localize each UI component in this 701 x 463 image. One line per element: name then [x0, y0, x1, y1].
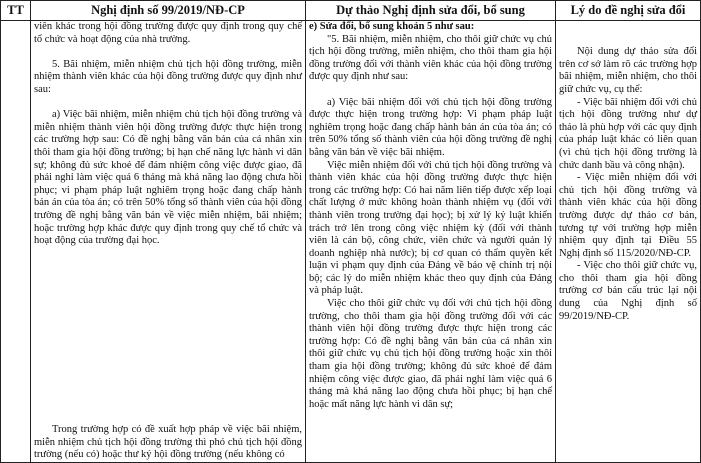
- header-reason: Lý do đề nghị sửa đổi: [556, 1, 701, 21]
- current-decree-cell: [31, 21, 306, 463]
- reason-cell: [556, 21, 701, 463]
- draft-decree-cell: [306, 21, 556, 463]
- draft-text-para-1: "5. Bãi nhiệm, miễn nhiệm, cho thôi giữ chức vụ chủ tịch hội đồng trường, miễn nhiệm, cho thôi tham gia hội đồng trường đối với thành viên khác của hội đồng trường được quy định như sau:: [309, 33, 552, 83]
- current-text-para-3: Trong trường hợp có đề xuất hợp pháp về việc bãi nhiệm, miễn nhiệm chủ tịch hội đồng trường thì phó chủ tịch hội đồng trường (nếu có) hoặc thư ký hội đồng trường (nếu không có: [34, 424, 302, 461]
- header-draft-decree: Dự thảo Nghị định sửa đổi, bổ sung: [306, 1, 556, 21]
- draft-section-heading: e) Sửa đổi, bổ sung khoản 5 như sau:: [309, 21, 475, 32]
- current-text-para-2: a) Việc bãi nhiệm, miễn nhiệm chủ tịch hội đồng trường và miễn nhiệm thành viên hội đồng trường được thực hiện trong các trường hợp sau: Có đề nghị bằng văn bản của cá nhân xin thôi tham gia hội đồng trường; bị hạn chế năng lực hành vi dân sự; không đủ sức khoẻ để đảm nhiệm công việc được giao, đã phải nghỉ làm việc quá 6 tháng mà khả năng lao động chưa hồi phục; vi phạm pháp luật nghiêm trọng hoặc đang chấp hành bản án của tòa án; có trên 50% tổng số thành viên của hội đồng trường đề nghị bằng văn bản về việc miễn nhiệm, bãi nhiệm; hoặc trường hợp khác được quy định trong quy chế tổ chức và hoạt động của trường đại học.: [34, 109, 302, 247]
- tt-cell: [1, 21, 31, 463]
- draft-text-para-4: Việc cho thôi giữ chức vụ đối với chủ tịch hội đồng trường, cho thôi tham gia hội đồng trường đối với các thành viên hội đồng trường được thực hiện trong các trường hợp: Có đề nghị bằng văn bản của cá nhân xin thôi giữ chức vụ chủ tịch hội đồng trường hoặc xin thôi tham gia hội đồng trường; không đủ sức khoẻ để đảm nhiệm công việc được giao, đã phải nghỉ làm việc quá 6 tháng mà khả năng lao động chưa hồi phục; bị hạn chế hoặc mất năng lực hành vi dân sự;: [309, 298, 552, 410]
- draft-text-para-2: a) Việc bãi nhiệm đối với chủ tịch hội đồng trường được thực hiện trong trường hợp: Vi phạm pháp luật nghiêm trọng hoặc đang chấp hành bản án của tòa án; có trên 50% tổng số thành viên của hội đồng trường đề nghị bằng văn bản về việc bãi nhiệm.: [309, 96, 552, 158]
- current-text-para-1: 5. Bãi nhiệm, miễn nhiệm chủ tịch hội đồng trường, miễn nhiệm thành viên khác của hội đồng trường được quy định như sau:: [34, 58, 302, 95]
- content-row: [1, 21, 701, 463]
- reason-text-para-0: Nội dung dự thảo sửa đổi trên cơ sở làm rõ các trường hợp bãi nhiệm, miễn nhiệm, cho thôi giữ chức vụ, cụ thể:: [559, 46, 697, 95]
- reason-text-para-3: - Việc cho thôi giữ chức vụ, cho thôi tham gia hội đồng trường cơ bản cấu trúc lại nội dung của Nghị định số 99/2019/NĐ-CP.: [559, 260, 697, 322]
- header-tt: TT: [1, 1, 31, 21]
- header-current-decree: Nghị định số 99/2019/NĐ-CP: [31, 1, 306, 21]
- reason-text-para-2: - Việc miễn nhiệm đối với chủ tịch hội đồng trường và thành viên khác của hội đồng trường được dự thảo cơ bản, tương tự với trường hợp miễn nhiệm quy định tại Điều 55 Nghị định số 115/2020/NĐ-CP.: [559, 172, 697, 259]
- reason-text-para-1: - Việc bãi nhiệm đối với chủ tịch hội đồng trường như dự thảo là phù hợp với các quy định của pháp luật khác có liên quan (vì chủ tịch hội đồng trường là chức danh bầu và công nhận).: [559, 96, 697, 171]
- header-row: [1, 1, 701, 21]
- draft-text-para-3: Việc miễn nhiệm đối với chủ tịch hội đồng trường và thành viên khác của hội đồng trường được thực hiện trong các trường hợp: Có hai năm liên tiếp được xếp loại chất lượng ở mức không hoàn thành nhiệm vụ (đối với thành viên trong trường đại học); bị xử lý kỷ luật khiển trách trở lên trong công việc nhiệm kỳ (đối với thành viên là cán bộ, công chức, viên chức và người quản lý doanh nghiệp nhà nước); bị cơ quan có thẩm quyền kết luận vi phạm quy định của Đảng về bảo vệ chính trị nội bộ; các lý do miễn nhiệm khác theo quy định của Đảng và pháp luật.: [309, 159, 552, 297]
- current-text-para-0: viên khác trong hội đồng trường được quy định trong quy chế tổ chức và hoạt động của nhà trường.: [34, 21, 302, 45]
